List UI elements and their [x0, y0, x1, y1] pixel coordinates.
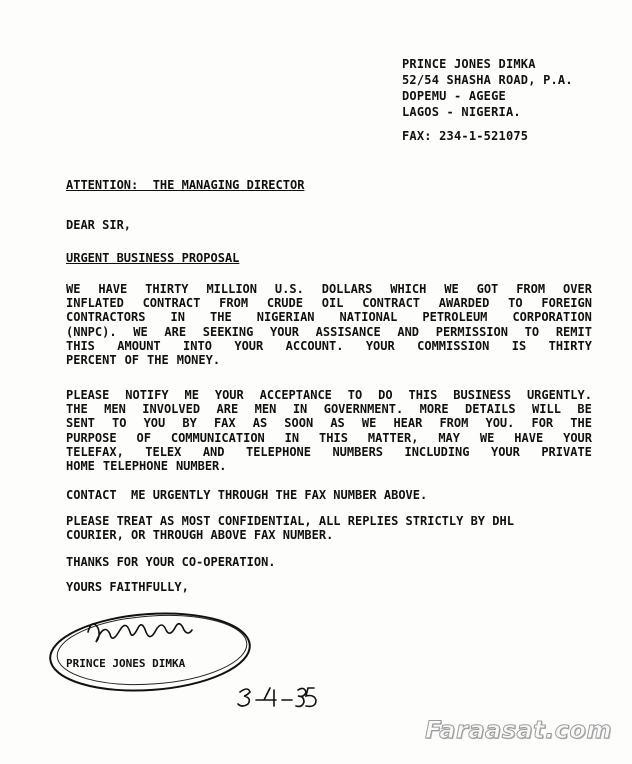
paragraph-2 [66, 388, 592, 473]
paragraph-1-line-4: (NNPC). WE ARE SEEKING YOUR ASSISANCE AND PERMISSION TO REMIT [66, 324, 592, 339]
paragraph-2-line-1: PLEASE NOTIFY ME YOUR ACCEPTANCE TO DO THIS BUSINESS URGENTLY. [66, 388, 592, 402]
paragraph-2-line-5: TELEFAX, TELEX AND TELEPHONE NUMBERS INCLUDING YOUR PRIVATE [66, 444, 592, 459]
signature-oval-inner [55, 609, 249, 690]
contact-line: CONTACT ME URGENTLY THROUGH THE FAX NUMBER ABOVE. [66, 488, 428, 502]
paragraph-1-line-3: CONTRACTORS IN THE NIGERIAN NATIONAL PETROLEUM CORPORATION [66, 310, 592, 325]
sender-fax: FAX: 234-1-521075 [402, 129, 529, 143]
closing-line: YOURS FAITHFULLY, [66, 580, 189, 594]
sender-address-line-2: DOPEMU - AGEGE [402, 89, 506, 103]
signature-oval [48, 607, 253, 697]
subject-line: URGENT BUSINESS PROPOSAL [66, 251, 240, 265]
paragraph-2-line-6: HOME TELEPHONE NUMBER. [66, 459, 227, 474]
paragraph-1-line-2: INFLATED CONTRACT FROM CRUDE OIL CONTRACT AWARDED TO FOREIGN [66, 296, 592, 311]
thanks-line: THANKS FOR YOUR CO-OPERATION. [66, 555, 276, 569]
sender-address-line-1: 52/54 SHASHA ROAD, P.A. [402, 73, 573, 87]
attention-line: ATTENTION: THE MANAGING DIRECTOR [66, 178, 305, 192]
handwritten-date-3-4-95 [238, 688, 316, 707]
confidential-line-2: COURIER, OR THROUGH ABOVE FAX NUMBER. [66, 528, 334, 543]
watermark: Faraasat.com [425, 716, 612, 744]
signature-name: PRINCE JONES DIMKA [66, 657, 186, 670]
salutation: DEAR SIR, [66, 218, 132, 232]
sender-address [402, 56, 573, 144]
sender-address-line-3: LAGOS - NIGERIA. [402, 105, 521, 119]
paragraph-1-line-6: PERCENT OF THE MONEY. [66, 353, 221, 368]
paragraph-2-line-2: THE MEN INVOLVED ARE MEN IN GOVERNMENT. MORE DETAILS WILL BE [66, 402, 592, 417]
paragraph-1-line-5: THIS AMOUNT INTO YOUR ACCOUNT. YOUR COMMISSION IS THIRTY [66, 338, 592, 353]
confidential-line-1: PLEASE TREAT AS MOST CONFIDENTIAL, ALL REPLIES STRICTLY BY DHL [66, 514, 514, 528]
paragraph-1 [66, 282, 592, 367]
paragraph-2-line-4: PURPOSE OF COMMUNICATION IN THIS MATTER, MAY WE HAVE YOUR [66, 430, 592, 445]
sender-name: PRINCE JONES DIMKA [402, 57, 536, 71]
paragraph-2-line-3: SENT TO YOU BY FAX AS SOON AS WE HEAR FROM YOU. FOR THE [66, 416, 592, 431]
paragraph-1-line-1: WE HAVE THIRTY MILLION U.S. DOLLARS WHICH WE GOT FROM OVER [66, 282, 592, 296]
signature-scribble [88, 624, 192, 642]
confidential-paragraph [66, 514, 514, 542]
